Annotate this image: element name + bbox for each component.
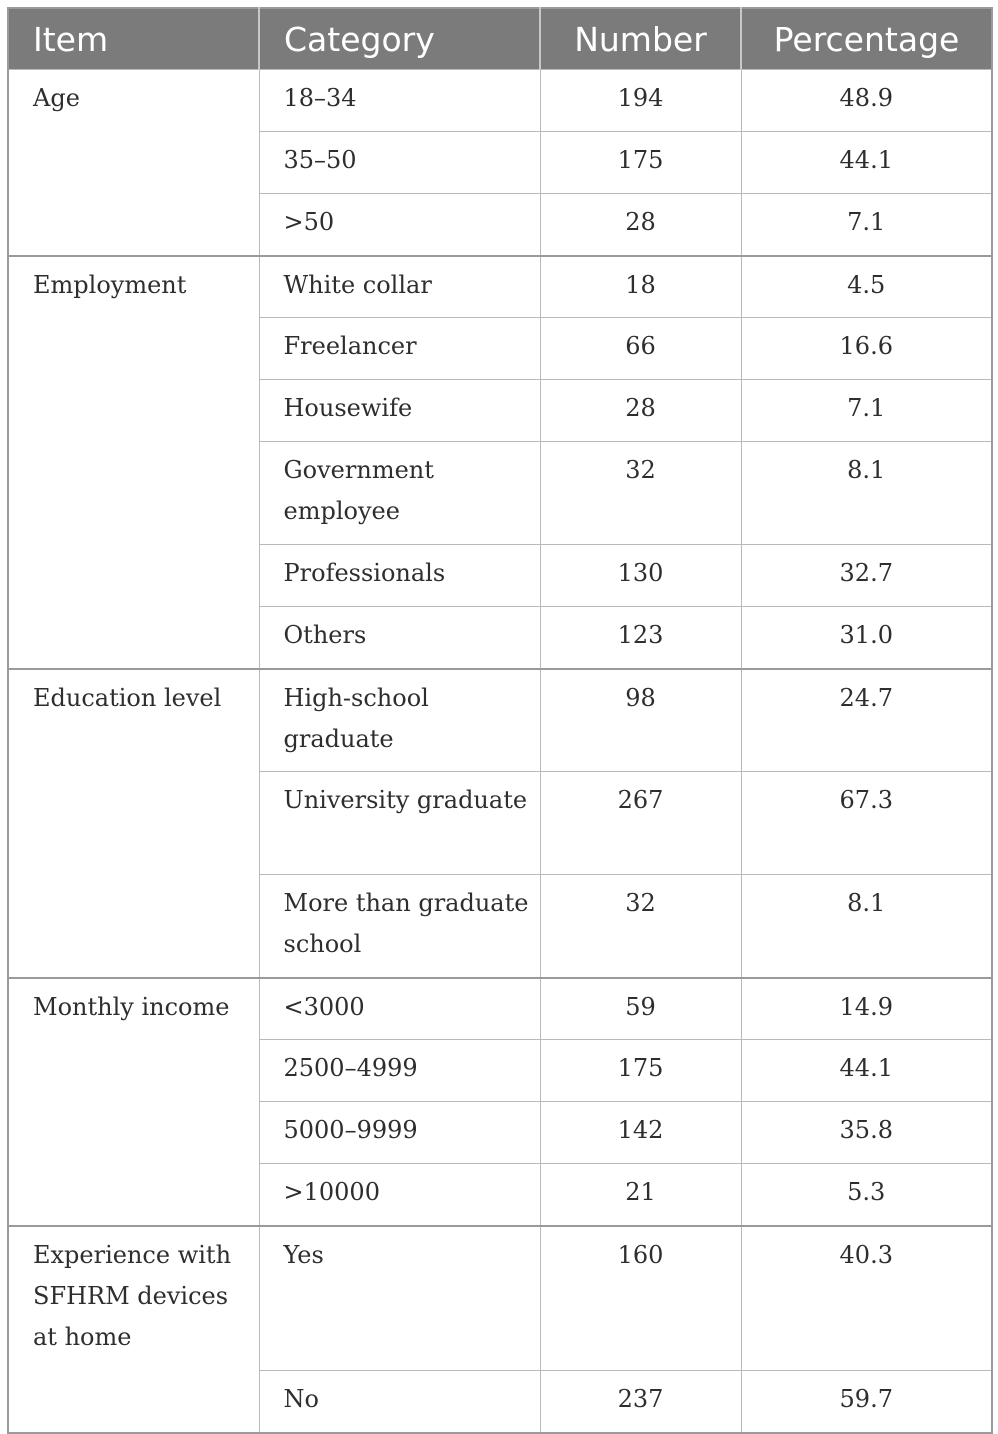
number-cell: 194 <box>540 70 741 132</box>
category-cell: Government employee <box>259 442 540 545</box>
number-cell: 21 <box>540 1164 741 1226</box>
header-number: Number <box>540 8 741 70</box>
percentage-cell: 31.0 <box>741 607 992 669</box>
number-cell: 32 <box>540 442 741 545</box>
percentage-cell: 59.7 <box>741 1371 992 1433</box>
category-cell: Housewife <box>259 380 540 442</box>
table-row <box>8 978 992 1040</box>
percentage-cell: 32.7 <box>741 545 992 607</box>
category-cell: Professionals <box>259 545 540 607</box>
number-cell: 123 <box>540 607 741 669</box>
number-cell: 237 <box>540 1371 741 1433</box>
table-row <box>8 70 992 132</box>
item-cell: Employment <box>8 256 259 669</box>
category-cell: More than graduate school <box>259 875 540 978</box>
category-cell: 5000–9999 <box>259 1102 540 1164</box>
item-cell: Education level <box>8 669 259 978</box>
percentage-cell: 7.1 <box>741 380 992 442</box>
category-cell: 35–50 <box>259 132 540 194</box>
category-cell: Others <box>259 607 540 669</box>
table-body <box>8 70 992 1433</box>
item-cell: Monthly income <box>8 978 259 1226</box>
header-row <box>8 8 992 70</box>
percentage-cell: 35.8 <box>741 1102 992 1164</box>
item-cell: Age <box>8 70 259 256</box>
percentage-cell: 5.3 <box>741 1164 992 1226</box>
percentage-cell: 40.3 <box>741 1226 992 1371</box>
header-percentage: Percentage <box>741 8 992 70</box>
number-cell: 175 <box>540 132 741 194</box>
percentage-cell: 44.1 <box>741 132 992 194</box>
category-cell: 2500–4999 <box>259 1040 540 1102</box>
percentage-cell: 48.9 <box>741 70 992 132</box>
category-cell: >10000 <box>259 1164 540 1226</box>
demographics-table <box>7 7 993 1434</box>
number-cell: 142 <box>540 1102 741 1164</box>
number-cell: 59 <box>540 978 741 1040</box>
table-row <box>8 669 992 772</box>
category-cell: Freelancer <box>259 318 540 380</box>
percentage-cell: 7.1 <box>741 194 992 256</box>
number-cell: 28 <box>540 380 741 442</box>
number-cell: 160 <box>540 1226 741 1371</box>
percentage-cell: 8.1 <box>741 875 992 978</box>
category-cell: University graduate <box>259 772 540 875</box>
category-cell: No <box>259 1371 540 1433</box>
percentage-cell: 4.5 <box>741 256 992 318</box>
number-cell: 32 <box>540 875 741 978</box>
category-cell: >50 <box>259 194 540 256</box>
number-cell: 66 <box>540 318 741 380</box>
header-category: Category <box>259 8 540 70</box>
category-cell: 18–34 <box>259 70 540 132</box>
category-cell: White collar <box>259 256 540 318</box>
number-cell: 28 <box>540 194 741 256</box>
percentage-cell: 14.9 <box>741 978 992 1040</box>
number-cell: 98 <box>540 669 741 772</box>
category-cell: High-school graduate <box>259 669 540 772</box>
percentage-cell: 8.1 <box>741 442 992 545</box>
item-cell: Experience with SFHRM devices at home <box>8 1226 259 1433</box>
category-cell: Yes <box>259 1226 540 1371</box>
percentage-cell: 67.3 <box>741 772 992 875</box>
percentage-cell: 44.1 <box>741 1040 992 1102</box>
percentage-cell: 24.7 <box>741 669 992 772</box>
number-cell: 175 <box>540 1040 741 1102</box>
number-cell: 267 <box>540 772 741 875</box>
number-cell: 130 <box>540 545 741 607</box>
table-row <box>8 256 992 318</box>
table-row <box>8 1226 992 1371</box>
number-cell: 18 <box>540 256 741 318</box>
category-cell: <3000 <box>259 978 540 1040</box>
percentage-cell: 16.6 <box>741 318 992 380</box>
header-item: Item <box>8 8 259 70</box>
